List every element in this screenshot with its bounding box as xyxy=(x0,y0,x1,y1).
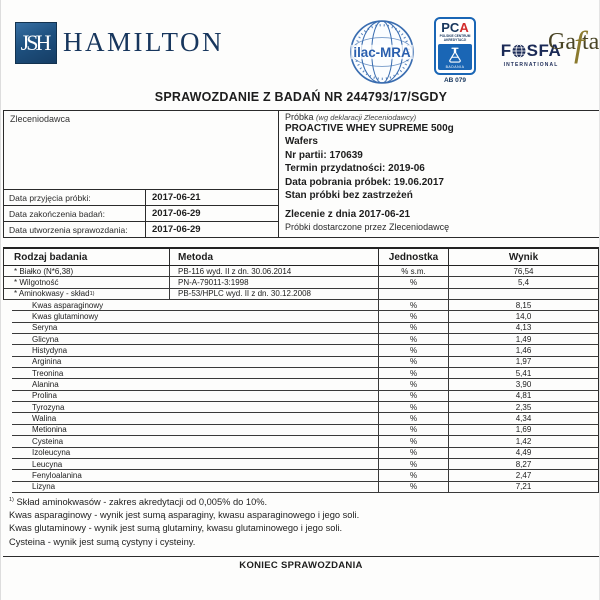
pca-accreditation-code: AB 079 xyxy=(443,77,467,85)
fosfa-globe-icon xyxy=(512,44,526,58)
pca-logo xyxy=(434,17,476,84)
result-row xyxy=(12,470,599,481)
result-row xyxy=(12,413,599,424)
footnote-line: Kwas asparaginowy - wynik jest sumą asparaginy, kwasu asparaginowego i jego soli. xyxy=(9,510,360,521)
test-result: 5,4 xyxy=(517,278,530,288)
test-name: * Aminokwasy - skład 1) xyxy=(4,289,170,299)
test-result: 5,41 xyxy=(515,368,532,378)
result-row xyxy=(12,368,599,379)
test-method: PB-116 wyd. II z dn. 30.06.2014 xyxy=(170,266,379,276)
col-header-wynik: Wynik xyxy=(508,251,539,263)
result-row xyxy=(12,425,599,436)
flask-icon xyxy=(445,46,465,64)
sample-detail-line: Stan próbki bez zastrzeżeń xyxy=(285,190,413,202)
date-row xyxy=(4,189,278,205)
result-row xyxy=(12,345,599,356)
pca-badge xyxy=(438,44,472,70)
result-row xyxy=(12,482,599,493)
result-row xyxy=(12,323,599,334)
result-row xyxy=(12,436,599,447)
test-result: 2,47 xyxy=(515,470,532,480)
pca-badge-label: BADANIA xyxy=(445,65,465,70)
result-row xyxy=(12,379,599,390)
sample-label: Próbka xyxy=(285,112,314,122)
test-unit: % xyxy=(379,459,449,469)
test-result: 4,81 xyxy=(515,391,532,401)
test-unit: % xyxy=(379,379,449,389)
test-unit: % xyxy=(379,436,449,446)
gafta-f-swoosh: f xyxy=(573,24,584,64)
test-unit: % xyxy=(379,323,449,333)
test-unit: % xyxy=(379,425,449,435)
result-row xyxy=(3,266,599,277)
test-result: 4,49 xyxy=(515,448,532,458)
jsh-hamilton-logo xyxy=(15,22,57,64)
test-unit: % xyxy=(379,402,449,412)
pca-title: PCA xyxy=(441,20,469,35)
test-unit: % xyxy=(379,357,449,367)
sample-detail-line: Nr partii: 170639 xyxy=(285,149,363,161)
test-unit: % xyxy=(379,448,449,458)
result-row xyxy=(12,334,599,345)
sample-detail-line: Termin przydatności: 2019-06 xyxy=(285,163,425,175)
test-result: 8,27 xyxy=(515,459,532,469)
test-unit xyxy=(379,289,449,299)
order-line: Zlecenie z dnia 2017-06-21 xyxy=(285,209,411,221)
result-row xyxy=(12,357,599,368)
test-result xyxy=(449,289,598,299)
ilac-mra-label: ilac-MRA xyxy=(353,45,411,61)
test-name: Arginina xyxy=(12,357,379,367)
result-row xyxy=(12,448,599,459)
result-row xyxy=(3,277,599,288)
sample-panel xyxy=(285,112,597,232)
date-value: 2017-06-21 xyxy=(152,192,201,204)
test-name: Alanina xyxy=(12,379,379,389)
test-unit: % xyxy=(379,470,449,480)
sample-detail-line: Wafers xyxy=(285,136,318,148)
test-unit: % xyxy=(379,300,449,310)
test-result: 1,97 xyxy=(515,357,532,367)
test-name: Izoleucyna xyxy=(12,448,379,458)
footnote-line: Kwas glutaminowy - wynik jest sumą glutaminy, kwasu glutaminowego i jego soli. xyxy=(9,523,343,534)
hamilton-wordmark: HAMILTON xyxy=(63,27,225,57)
sample-detail-line: Data pobrania próbek: 19.06.2017 xyxy=(285,176,444,188)
test-unit: % xyxy=(379,368,449,378)
end-of-report-label: KONIEC SPRAWOZDANIA xyxy=(239,560,363,571)
test-unit: % s.m. xyxy=(379,266,449,276)
test-name: Kwas glutaminowy xyxy=(12,311,379,321)
test-name: Cysteina xyxy=(12,436,379,446)
test-name: * Wilgotność xyxy=(4,277,170,287)
results-header-row xyxy=(3,247,599,266)
result-row xyxy=(3,289,599,300)
results-table xyxy=(3,247,599,493)
test-result: 8,15 xyxy=(515,300,532,310)
test-result: 3,90 xyxy=(515,380,532,390)
test-result: 1,49 xyxy=(515,334,532,344)
info-bottom-border xyxy=(3,237,599,238)
result-row xyxy=(12,300,599,311)
result-row xyxy=(12,311,599,322)
test-unit: % xyxy=(379,413,449,423)
test-name: Histydyna xyxy=(12,345,379,355)
test-result: 1,46 xyxy=(515,346,532,356)
test-result: 7,21 xyxy=(515,482,532,492)
test-result: 14,0 xyxy=(515,312,532,322)
footnote-line: Cysteina - wynik jest sumą cystyny i cysteiny. xyxy=(9,536,196,547)
date-label: Data zakończenia badań: xyxy=(4,206,146,221)
test-unit: % xyxy=(379,391,449,401)
date-value: 2017-06-29 xyxy=(152,224,201,236)
col-header-metoda: Metoda xyxy=(170,249,379,265)
test-result: 76,54 xyxy=(513,266,534,276)
test-result: 2,35 xyxy=(515,402,532,412)
test-name: Glicyna xyxy=(12,334,379,344)
sample-label-note: (wg deklaracji Zleceniodawcy) xyxy=(316,113,417,122)
report-title: SPRAWOZDANIE Z BADAŃ NR 244793/17/SGDY xyxy=(154,90,448,104)
test-result: 1,42 xyxy=(515,436,532,446)
pca-subtitle: POLSKIE CENTRUM AKREDYTACJI xyxy=(439,34,471,42)
end-divider xyxy=(3,556,599,557)
sample-header xyxy=(285,112,597,122)
test-unit: % xyxy=(379,334,449,344)
date-label: Data przyjęcia próbki: xyxy=(4,190,146,205)
test-name: Leucyna xyxy=(12,459,379,469)
date-row xyxy=(4,221,278,237)
test-result: 1,69 xyxy=(515,425,532,435)
date-row xyxy=(4,205,278,221)
date-label: Data utworzenia sprawozdania: xyxy=(4,222,146,237)
test-name: Seryna xyxy=(12,323,379,333)
test-unit: % xyxy=(379,311,449,321)
test-name: Prolina xyxy=(12,391,379,401)
footnote-line: $^{1)}$ Skład aminokwasów - zakres akredytacji od 0,005% do 10%. xyxy=(9,496,268,507)
delivery-line: Próbki dostarczone przez Zleceniodawcę xyxy=(285,222,450,233)
gafta-logo: Ga f ta xyxy=(548,24,600,64)
date-value: 2017-06-29 xyxy=(152,208,201,220)
footnotes xyxy=(9,496,359,549)
col-header-rodzaj-badania: Rodzaj badania xyxy=(4,249,170,265)
result-row xyxy=(12,391,599,402)
dates-table xyxy=(3,189,279,238)
jsh-initials: JSH xyxy=(20,30,49,55)
header-logos xyxy=(1,0,600,100)
test-name: * Białko (N*6,38) xyxy=(4,266,170,276)
ilac-mra-logo-icon xyxy=(349,19,415,85)
col-header-jednostka: Jednostka xyxy=(379,249,449,265)
pca-box xyxy=(434,17,476,75)
test-method: PN-A-79011-3:1998 xyxy=(170,277,379,287)
test-name: Kwas asparaginowy xyxy=(12,300,379,310)
test-unit: % xyxy=(379,482,449,492)
fosfa-subtitle: INTERNATIONAL xyxy=(503,62,559,68)
client-label: Zleceniodawca xyxy=(10,114,71,124)
test-unit: % xyxy=(379,277,449,287)
result-row xyxy=(12,402,599,413)
test-name: Lizyna xyxy=(12,482,379,492)
test-name: Tyrozyna xyxy=(12,402,379,412)
test-name: Metionina xyxy=(12,425,379,435)
test-name: Walina xyxy=(12,413,379,423)
client-box xyxy=(3,111,279,189)
test-unit: % xyxy=(379,345,449,355)
fosfa-wordmark: F SFA xyxy=(500,41,562,60)
test-name: Treonina xyxy=(12,368,379,378)
test-method: PB-53/HPLC wyd. II z dn. 30.12.2008 xyxy=(170,289,379,299)
result-row xyxy=(12,459,599,470)
sample-detail-line: PROACTIVE WHEY SUPREME 500g xyxy=(285,123,454,134)
test-name: Fenyloalanina xyxy=(12,470,379,480)
test-result: 4,34 xyxy=(515,414,532,424)
test-result: 4,13 xyxy=(515,323,532,333)
